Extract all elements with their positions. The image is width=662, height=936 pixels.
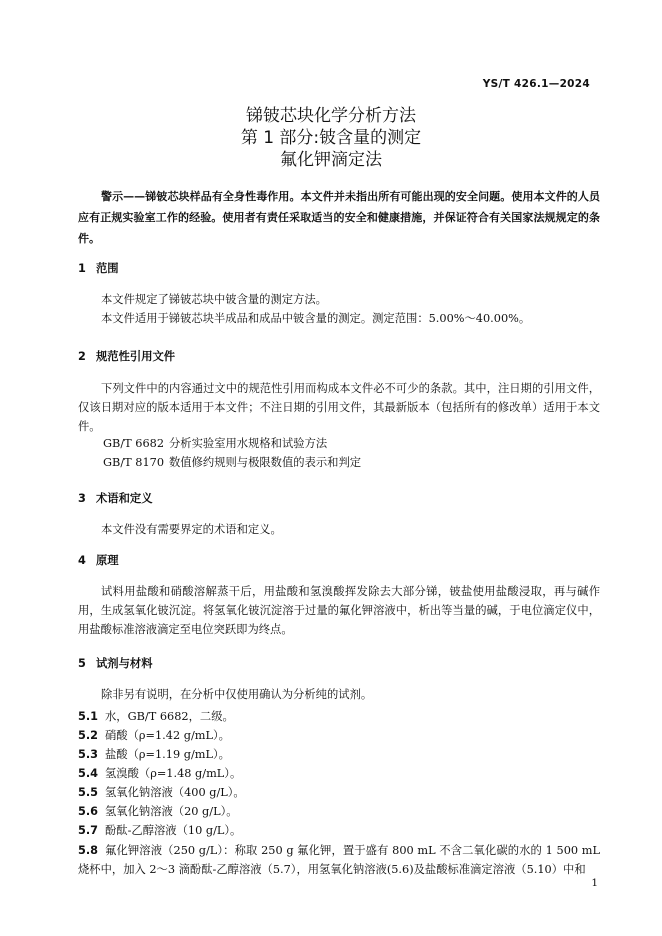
reference-code: GB/T 6682: [103, 437, 165, 450]
section-1-paragraph-2: 本文件适用于锑铍芯块半成品和成品中铍含量的测定。测定范围：5.00%～40.00%。: [101, 312, 531, 325]
reagent-item: [78, 727, 230, 743]
reagent-text: 水，GB/T 6682，二级。: [105, 710, 234, 723]
section-3-heading: [78, 490, 153, 506]
reagent-text: 氟化钾溶液（250 g/L）：称取 250 g 氟化钾，置于盛有 800 mL 不含二氧化碳的水的 1 500 mL 烧杯中，加入 2～3 滴酚酞-乙醇溶液（5.7），用氢氧化钠溶液(5.6)及盐酸标准滴定溶液（5.10）中和: [78, 844, 600, 876]
section-title: 术语和定义: [96, 492, 153, 505]
section-number: 3: [78, 492, 86, 505]
reference-item: [103, 454, 361, 470]
section-5-paragraph-1: 除非另有说明，在分析中仅使用确认为分析纯的试剂。: [101, 688, 373, 701]
reagent-text: 盐酸（ρ=1.19 g/mL）。: [105, 748, 230, 761]
title-line-3: 氟化钾滴定法: [280, 150, 382, 170]
section-number: 1: [78, 262, 86, 275]
section-title: 试剂与材料: [96, 657, 153, 670]
section-title: 范围: [96, 262, 119, 275]
section-2-heading: [78, 348, 175, 364]
section-3-paragraph-1: 本文件没有需要界定的术语和定义。: [101, 523, 282, 536]
reagent-item: [78, 784, 245, 800]
reference-item: [103, 435, 327, 451]
reagent-number: 5.6: [78, 805, 99, 818]
reagent-number: 5.1: [78, 710, 99, 723]
section-title: 原理: [96, 554, 119, 567]
reagent-number: 5.7: [78, 824, 99, 837]
section-4-heading: [78, 552, 119, 568]
section-1-heading: [78, 260, 119, 276]
section-5-heading: [78, 655, 153, 671]
section-4-paragraph-1: 试料用盐酸和硝酸溶解蒸干后，用盐酸和氢溴酸挥发除去大部分锑，铍盐使用盐酸浸取，再与碱作用，生成氢氧化铍沉淀。将氢氧化铍沉淀溶于过量的氟化钾溶液中，析出等当量的碱，于电位滴定仪中，用盐酸标准溶液滴定至电位突跃即为终点。: [78, 585, 600, 636]
reagent-item: [78, 822, 241, 838]
reagent-text: 酚酞-乙醇溶液（10 g/L）。: [105, 824, 242, 837]
warning-paragraph: 警示——锑铍芯块样品有全身性毒作用。本文件并未指出所有可能出现的安全问题。使用本文件的人员应有正规实验室工作的经验。使用者有责任采取适当的安全和健康措施，并保证符合有关国家法规规定的条件。: [78, 190, 600, 245]
reagent-item: [78, 765, 241, 781]
reagent-item: [78, 803, 238, 819]
reagent-number: 5.2: [78, 729, 99, 742]
title-line-2: 第 1 部分:铍含量的测定: [240, 128, 422, 148]
reagent-number: 5.8: [78, 844, 99, 857]
reference-code: GB/T 8170: [103, 456, 165, 469]
reagent-text: 硝酸（ρ=1.42 g/mL）。: [105, 729, 230, 742]
section-title: 规范性引用文件: [96, 350, 176, 363]
document-code: YS/T 426.1—2024: [482, 78, 590, 90]
reagent-text: 氢氧化钠溶液（400 g/L）。: [105, 786, 245, 799]
reagent-item: [78, 708, 234, 724]
reference-title: 分析实验室用水规格和试验方法: [169, 437, 328, 450]
reagent-number: 5.3: [78, 748, 99, 761]
reagent-number: 5.5: [78, 786, 99, 799]
reagent-item: [78, 746, 230, 762]
section-2-paragraph-1: 下列文件中的内容通过文中的规范性引用而构成本文件必不可少的条款。其中，注日期的引用文件，仅该日期对应的版本适用于本文件；不注日期的引用文件，其最新版本（包括所有的修改单）适用于本文件。: [78, 382, 600, 433]
title-line-1: 锑铍芯块化学分析方法: [246, 106, 416, 126]
reference-title: 数值修约规则与极限数值的表示和判定: [169, 456, 362, 469]
reagent-item-5-8: [78, 841, 600, 879]
section-1-paragraph-1: 本文件规定了锑铍芯块中铍含量的测定方法。: [101, 293, 327, 306]
reagent-text: 氢溴酸（ρ=1.48 g/mL）。: [105, 767, 242, 780]
section-number: 4: [78, 554, 86, 567]
page-number: 1: [591, 877, 598, 889]
section-number: 5: [78, 657, 86, 670]
reagent-text: 氢氧化钠溶液（20 g/L）。: [105, 805, 238, 818]
section-number: 2: [78, 350, 86, 363]
reagent-number: 5.4: [78, 767, 99, 780]
